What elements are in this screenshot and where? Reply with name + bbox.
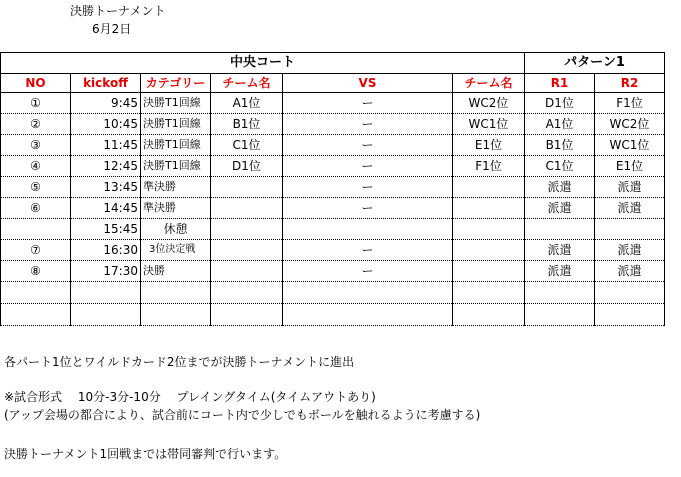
cell-team1: C1位 (211, 135, 283, 156)
cell-team2: F1位 (453, 156, 525, 177)
group-pattern: パターン1 (525, 53, 665, 74)
cell-no: ⑥ (1, 198, 71, 219)
cell-vs: ー (283, 135, 453, 156)
cell-team2 (453, 304, 525, 326)
table-row (1, 198, 665, 219)
table-row (1, 219, 665, 240)
cell-team1 (211, 240, 283, 261)
page-title: 決勝トーナメント (70, 4, 166, 18)
cell-vs (283, 219, 453, 240)
cell-vs (283, 304, 453, 326)
cell-kickoff: 9:45 (71, 93, 141, 114)
cell-kickoff (71, 282, 141, 304)
cell-kickoff: 11:45 (71, 135, 141, 156)
cell-kickoff: 13:45 (71, 177, 141, 198)
col-header-r2: R2 (595, 74, 665, 93)
cell-r1: 派遣 (525, 198, 595, 219)
cell-category: 決勝 (141, 261, 211, 282)
cell-team1 (211, 304, 283, 326)
cell-r2: 派遣 (595, 177, 665, 198)
cell-category: 3位決定戦 (141, 240, 211, 261)
table-row (1, 177, 665, 198)
note-advance: 各パート1位とワイルドカード2位までが決勝トーナメントに進出 (4, 355, 355, 369)
group-main-court: 中央コート (1, 53, 525, 74)
cell-r1: C1位 (525, 156, 595, 177)
cell-r1: 派遣 (525, 261, 595, 282)
cell-team2 (453, 282, 525, 304)
cell-kickoff (71, 304, 141, 326)
table-row (1, 240, 665, 261)
cell-category: 休憩 (141, 219, 211, 240)
col-header-r1: R1 (525, 74, 595, 93)
note-warmup: (アップ会場の都合により、試合前にコート内で少しでもボールを触れるように考慮する) (4, 408, 481, 422)
cell-r2: E1位 (595, 156, 665, 177)
cell-no: ⑧ (1, 261, 71, 282)
table-row (1, 304, 665, 326)
cell-category: 決勝T1回線 (141, 156, 211, 177)
cell-r2 (595, 282, 665, 304)
cell-r2: 派遣 (595, 198, 665, 219)
cell-kickoff: 10:45 (71, 114, 141, 135)
cell-no: ① (1, 93, 71, 114)
table-row (1, 282, 665, 304)
cell-team1 (211, 219, 283, 240)
cell-team2 (453, 219, 525, 240)
cell-no: ③ (1, 135, 71, 156)
cell-r2 (595, 219, 665, 240)
cell-r1: 派遣 (525, 240, 595, 261)
cell-kickoff: 17:30 (71, 261, 141, 282)
cell-kickoff: 15:45 (71, 219, 141, 240)
cell-team2: E1位 (453, 135, 525, 156)
cell-vs: ー (283, 198, 453, 219)
cell-r2: 派遣 (595, 240, 665, 261)
cell-team1: A1位 (211, 93, 283, 114)
cell-team2 (453, 177, 525, 198)
cell-team2 (453, 240, 525, 261)
cell-no (1, 282, 71, 304)
table-row (1, 135, 665, 156)
cell-r1 (525, 304, 595, 326)
cell-team1 (211, 261, 283, 282)
cell-r2: WC2位 (595, 114, 665, 135)
cell-r1: 派遣 (525, 177, 595, 198)
cell-r1: D1位 (525, 93, 595, 114)
cell-category: 準決勝 (141, 198, 211, 219)
cell-vs: ー (283, 114, 453, 135)
col-header-category: カテゴリー (141, 74, 211, 93)
cell-no (1, 304, 71, 326)
cell-team1: D1位 (211, 156, 283, 177)
cell-team2: WC1位 (453, 114, 525, 135)
cell-r1: A1位 (525, 114, 595, 135)
cell-kickoff: 14:45 (71, 198, 141, 219)
cell-category: 準決勝 (141, 177, 211, 198)
col-header-team1: チーム名 (211, 74, 283, 93)
col-header-kickoff: kickoff (71, 74, 141, 93)
cell-team1 (211, 198, 283, 219)
cell-kickoff: 12:45 (71, 156, 141, 177)
cell-vs (283, 282, 453, 304)
col-header-vs: VS (283, 74, 453, 93)
table-row (1, 114, 665, 135)
note-format: ※試合形式 10分-3分-10分 プレイングタイム(タイムアウトあり) (4, 390, 376, 404)
table-row (1, 93, 665, 114)
table-row (1, 156, 665, 177)
cell-team2: WC2位 (453, 93, 525, 114)
cell-r1: B1位 (525, 135, 595, 156)
cell-category: 決勝T1回線 (141, 114, 211, 135)
cell-team2 (453, 198, 525, 219)
cell-vs: ー (283, 177, 453, 198)
cell-no (1, 219, 71, 240)
table-row (1, 261, 665, 282)
cell-no: ⑤ (1, 177, 71, 198)
cell-r2: 派遣 (595, 261, 665, 282)
column-header-row (1, 74, 665, 93)
cell-no: ② (1, 114, 71, 135)
cell-team2 (453, 261, 525, 282)
cell-team1: B1位 (211, 114, 283, 135)
cell-kickoff: 16:30 (71, 240, 141, 261)
cell-vs: ー (283, 261, 453, 282)
schedule-table (0, 52, 665, 326)
cell-vs: ー (283, 93, 453, 114)
cell-r2 (595, 304, 665, 326)
cell-r1 (525, 219, 595, 240)
cell-r1 (525, 282, 595, 304)
cell-vs: ー (283, 240, 453, 261)
cell-team1 (211, 177, 283, 198)
cell-category (141, 304, 211, 326)
cell-category: 決勝T1回線 (141, 93, 211, 114)
note-referee: 決勝トーナメント1回戦までは帯同審判で行います。 (4, 447, 287, 461)
cell-no: ④ (1, 156, 71, 177)
page-date: 6月2日 (92, 22, 132, 36)
cell-r2: F1位 (595, 93, 665, 114)
col-header-team2: チーム名 (453, 74, 525, 93)
cell-category (141, 282, 211, 304)
cell-vs: ー (283, 156, 453, 177)
col-header-no: NO (1, 74, 71, 93)
cell-category: 決勝T1回線 (141, 135, 211, 156)
cell-r2: WC1位 (595, 135, 665, 156)
cell-no: ⑦ (1, 240, 71, 261)
group-header-row (1, 53, 665, 74)
cell-team1 (211, 282, 283, 304)
